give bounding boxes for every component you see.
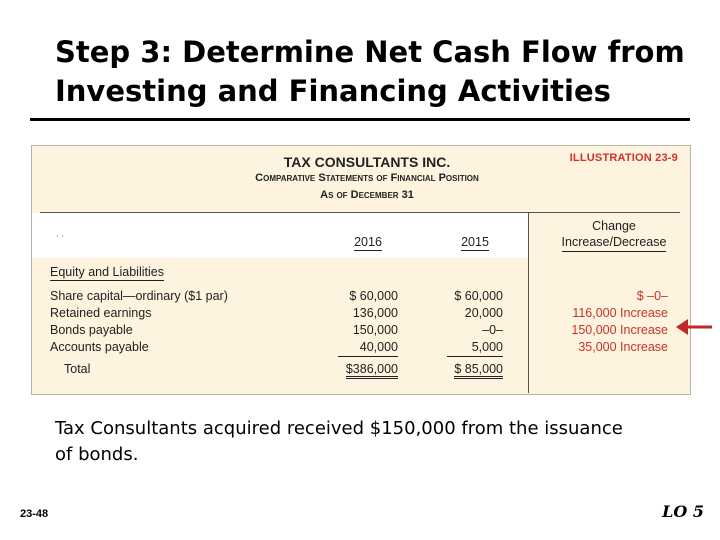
row-value-2016: 150,000: [352, 323, 398, 337]
row-value-2016: 136,000: [352, 306, 398, 320]
section-heading: Equity and Liabilities: [50, 265, 164, 279]
row-label-accounts-payable: Accounts payable: [50, 340, 149, 354]
statement-date: As of December 31: [320, 189, 414, 201]
change-column-divider: [528, 212, 529, 393]
stray-mark: · ·: [56, 232, 64, 241]
total-label: Total: [64, 362, 91, 376]
row-value-change: 35,000 Increase: [578, 340, 668, 354]
row-value-change: 116,000 Increase: [572, 306, 668, 320]
slide-title: [55, 33, 705, 111]
row-value-change: $ –0–: [636, 289, 668, 303]
total-value-2016: $386,000: [346, 362, 398, 379]
column-header-2016-text: 2016: [354, 235, 382, 249]
subtotal-rule-2016: [338, 356, 398, 357]
change-header-line-1: Change: [592, 219, 636, 233]
column-header-2015: [430, 235, 520, 251]
illustration-label: ILLUSTRATION 23-9: [569, 152, 678, 164]
row-label-share-capital: Share capital—ordinary ($1 par): [50, 289, 228, 303]
row-value-2016: $ 60,000: [349, 289, 398, 303]
row-value-change: 150,000 Increase: [571, 323, 668, 337]
row-value-2016: 40,000: [359, 340, 398, 354]
caption-line-1: Tax Consultants acquired received $150,000 from the issuance: [55, 418, 623, 439]
left-arrow-icon: [674, 316, 714, 338]
financial-statement-panel: [31, 145, 691, 395]
row-value-2015: $ 60,000: [454, 289, 503, 303]
row-label-bonds-payable: Bonds payable: [50, 323, 133, 337]
company-name: TAX CONSULTANTS INC.: [283, 154, 451, 170]
change-header-line-2: Increase/Decrease: [562, 235, 667, 252]
row-value-2015: –0–: [482, 323, 503, 337]
slide-caption: [55, 416, 675, 468]
caption-line-2: of bonds.: [55, 444, 139, 465]
title-rule: [30, 118, 690, 121]
title-line-2: Investing and Financing Activities: [55, 74, 611, 108]
subtotal-rule-2015: [447, 356, 503, 357]
column-header-2015-text: 2015: [461, 235, 489, 249]
row-label-retained-earnings: Retained earnings: [50, 306, 152, 320]
column-header-change: [544, 219, 684, 252]
title-line-1: Step 3: Determine Net Cash Flow from: [55, 35, 685, 69]
slide-number: 23-48: [20, 508, 49, 520]
column-header-2016: [320, 235, 416, 251]
row-value-2015: 5,000: [471, 340, 503, 354]
statement-subtitle: Comparative Statements of Financial Position: [255, 172, 479, 184]
learning-objective-label: LO 5: [662, 502, 704, 521]
row-value-2015: 20,000: [464, 306, 503, 320]
total-value-2015: $ 85,000: [454, 362, 503, 379]
